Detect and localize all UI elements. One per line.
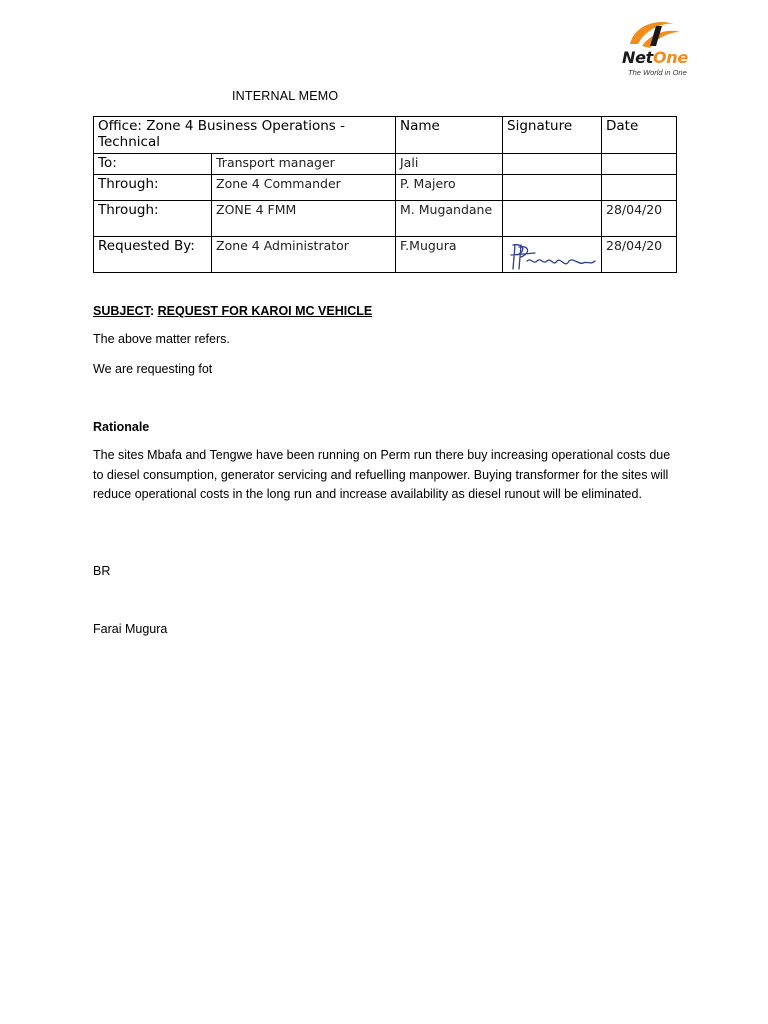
row-name: M. Mugandane xyxy=(396,201,503,237)
logo-wordmark xyxy=(622,48,688,67)
row-date: 28/04/20 xyxy=(602,201,677,237)
row-label: Through: xyxy=(94,175,212,201)
name-column-header: Name xyxy=(396,117,503,154)
rationale-heading: Rationale xyxy=(93,420,150,434)
table-row xyxy=(94,201,677,237)
paragraph-matter-refers: The above matter refers. xyxy=(93,332,230,346)
table-row xyxy=(94,154,677,175)
closing-text: BR xyxy=(93,564,111,578)
row-label: Through: xyxy=(94,201,212,237)
row-signature xyxy=(503,201,602,237)
row-label: To: xyxy=(94,154,212,175)
subject-text: REQUEST FOR KAROI MC VEHICLE xyxy=(157,304,373,318)
row-date xyxy=(602,175,677,201)
table-row xyxy=(94,175,677,201)
table-header-row xyxy=(94,117,677,154)
row-date xyxy=(602,154,677,175)
office-header: Office: Zone 4 Business Operations - Technical xyxy=(94,117,396,154)
row-role: Transport manager xyxy=(212,154,396,175)
date-column-header: Date xyxy=(602,117,677,154)
paragraph-request: We are requesting fot xyxy=(93,362,213,376)
sender-name: Farai Mugura xyxy=(93,622,168,636)
row-signature xyxy=(503,154,602,175)
row-signature xyxy=(503,237,602,273)
row-name: F.Mugura xyxy=(396,237,503,273)
row-signature xyxy=(503,175,602,201)
handwritten-signature xyxy=(509,239,599,273)
rationale-body: The sites Mbafa and Tengwe have been running on Perm run there buy increasing operational costs due to diesel consumption, generator servicing and refuelling manpower. Buying transformer for the sites will reduce operational costs in the long run and increase availability as diesel runout will be eliminated. xyxy=(93,448,671,501)
logo-tagline: The World in One xyxy=(628,68,687,77)
row-role: Zone 4 Administrator xyxy=(212,237,396,273)
subject-line xyxy=(93,302,683,322)
netone-logo xyxy=(616,18,728,78)
netone-swirl-icon xyxy=(616,18,728,52)
row-role: Zone 4 Commander xyxy=(212,175,396,201)
subject-separator: : xyxy=(149,304,155,318)
memo-title: INTERNAL MEMO xyxy=(232,89,339,103)
row-date: 28/04/20 xyxy=(602,237,677,273)
row-role: ZONE 4 FMM xyxy=(212,201,396,237)
signature-column-header: Signature xyxy=(503,117,602,154)
subject-label: SUBJECT xyxy=(93,304,150,318)
row-name: Jali xyxy=(396,154,503,175)
logo-name-one: One xyxy=(653,48,688,67)
row-label: Requested By: xyxy=(94,237,212,273)
row-name: P. Majero xyxy=(396,175,503,201)
routing-table xyxy=(93,116,677,273)
table-row xyxy=(94,237,677,273)
logo-name-net: Net xyxy=(622,48,653,67)
